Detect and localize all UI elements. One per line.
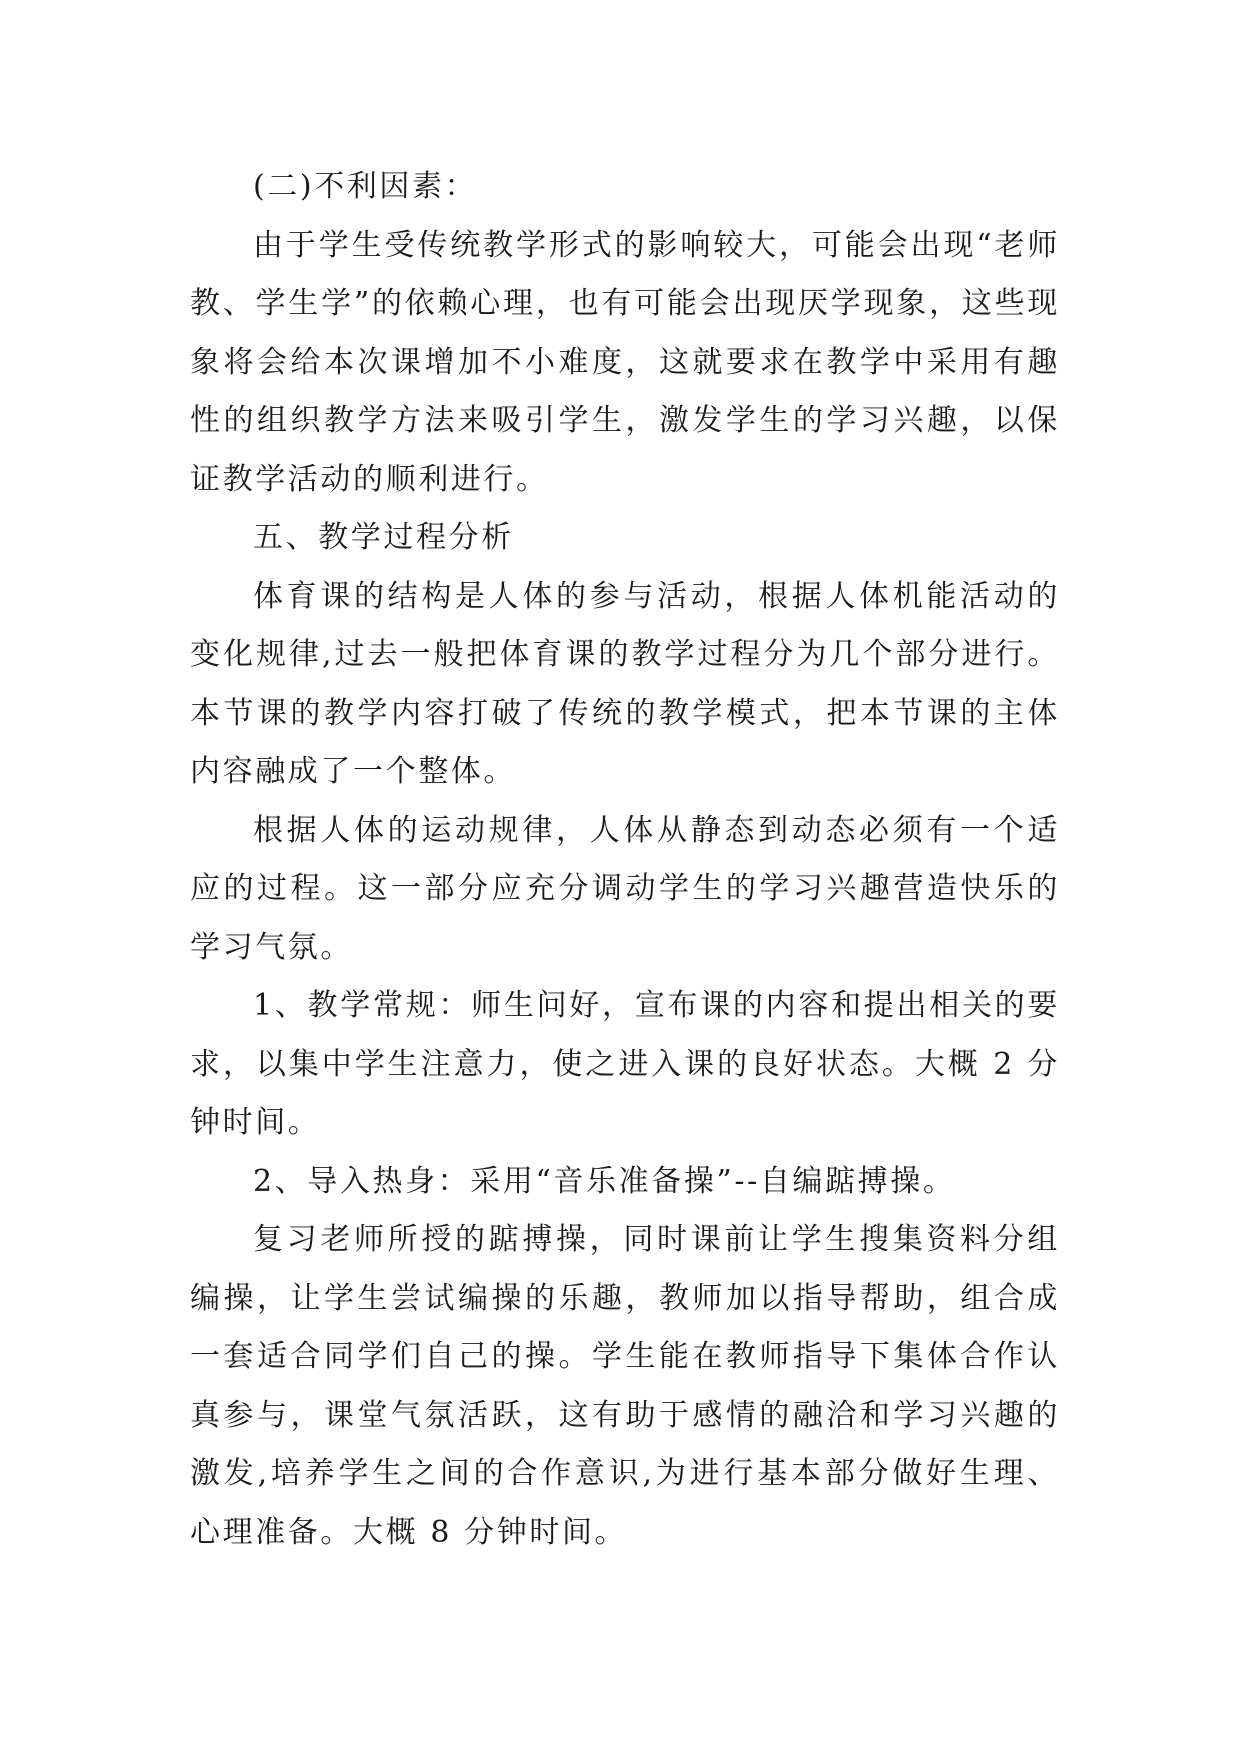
paragraph-review-exercise: 复习老师所授的踮搏操，同时课前让学生搜集资料分组编操，让学生尝试编操的乐趣，教师加以指导帮助，组合成一套适合同学们自己的操。学生能在教师指导下集体合作认真参与，课堂气氛活跃，这有助于感情的融洽和学习兴趣的激发,培养学生之间的合作意识,为进行基本部分做好生理、心理准备。大概 8 分钟时间。 <box>190 1222 1060 1550</box>
paragraph-movement-law: 根据人体的运动规律，人体从静态到动态必须有一个适应的过程。这一部分应充分调动学生的学习兴趣营造快乐的学习气氛。 <box>190 812 1060 965</box>
paragraph-unfavorable-factors: 由于学生受传统教学形式的影响较大，可能会出现“老师教、学生学”的依赖心理，也有可能会出现厌学现象，这些现象将会给本次课增加不小难度，这就要求在教学中采用有趣性的组织教学方法来吸引学生，激发学生的学习兴趣，以保证教学活动的顺利进行。 <box>190 227 1060 497</box>
paragraph-teaching-routine: 1、教学常规：师生问好，宣布课的内容和提出相关的要求，以集中学生注意力，使之进入课的良好状态。大概 2 分钟时间。 <box>190 988 1060 1140</box>
document-page <box>190 158 1060 1562</box>
section-heading-teaching-process: 五、教学过程分析 <box>253 520 514 555</box>
paragraph-pe-structure: 体育课的结构是人体的参与活动，根据人体机能活动的变化规律,过去一般把体育课的教学过程分为几个部分进行。本节课的教学内容打破了传统的教学模式，把本节课的主体内容融成了一个整体。 <box>190 578 1060 789</box>
subsection-heading-unfavorable-factors: (二)不利因素： <box>253 169 478 204</box>
paragraph-warmup-heading: 2、导入热身：采用“音乐准备操”--自编踮搏操。 <box>253 1163 956 1199</box>
